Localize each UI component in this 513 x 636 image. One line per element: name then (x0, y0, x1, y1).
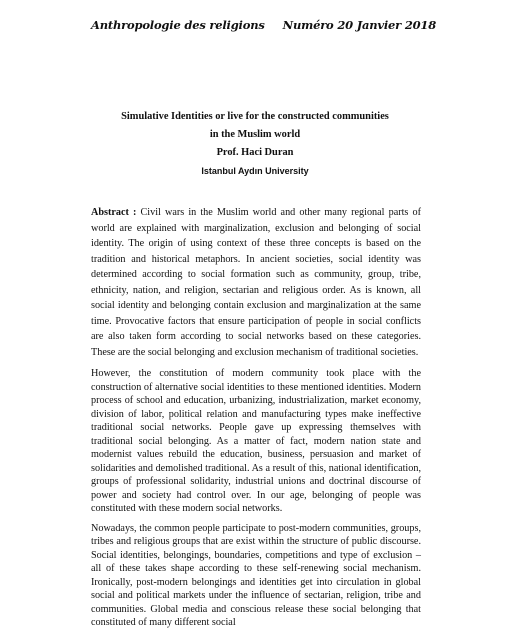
author-affiliation: Istanbul Aydın University (201, 166, 309, 176)
journal-name: Anthropologie des religions (91, 18, 265, 32)
author-name: Prof. Haci Duran (216, 147, 294, 158)
body-paragraph-1: However, the constitution of modern community took place with the construction of alternative social identities to these mentioned identities. Modern process of school and education, urbanizing, industrialization, market economy, division of labor, political relation and manufacturing types make ineffective traditional social networks. People gave up expressing themselves with traditional social belonging. As a matter of fact, modern nation state and modernist values rebuild the education, business, persuasion and market of solidarities and demolished traditional. As a result of this, national identification, groups of professional solidarity, industrial unions and doctrinal discourse of power and society had control over. In our age, belonging of people was constituted with these modern social networks. (91, 368, 421, 514)
article-title-line-2: in the Muslim world (209, 129, 301, 140)
body-paragraph-2: Nowadays, the common people participate to post-modern communities, groups, tribes and religious groups that are exist within the structure of public discourse. Social identities, belongings, boundaries, competitions and type of exclusion – all of these takes shape according to these self-renewing social mechanism. Ironically, post-modern belongings and identities get into circulation in global social and political markets under the influence of sectarian, religion, tribe and communities. Global media and conscious release these social belonging that constituted of many different social (91, 522, 421, 628)
abstract-text: Civil wars in the Muslim world and other many regional parts of world are explained with marginalization, exclusion and belonging of social identity. The origin of using context of these three concepts is based on the tradition and historical metaphors. In ancient societies, social identity was determined according to social formation such as community, group, tribe, ethnicity, nation, and religion, sectarian and religious order. As is known, all social identity and belonging contain exclusion and marginalization at the same time. Provocative factors that ensure participation of people in social conflicts are also taken form according to social networks based on these categories. These are the social belonging and exclusion mechanism of traditional societies. (91, 207, 421, 358)
abstract-label: Abstract : (91, 207, 137, 218)
article-body (91, 205, 421, 636)
title-block (90, 108, 420, 180)
running-header (91, 18, 437, 32)
abstract-paragraph (91, 205, 421, 360)
article-title-line-1: Simulative Identities or live for the constructed communities (121, 111, 389, 122)
issue-info: Numéro 20 Janvier 2018 (282, 18, 437, 32)
